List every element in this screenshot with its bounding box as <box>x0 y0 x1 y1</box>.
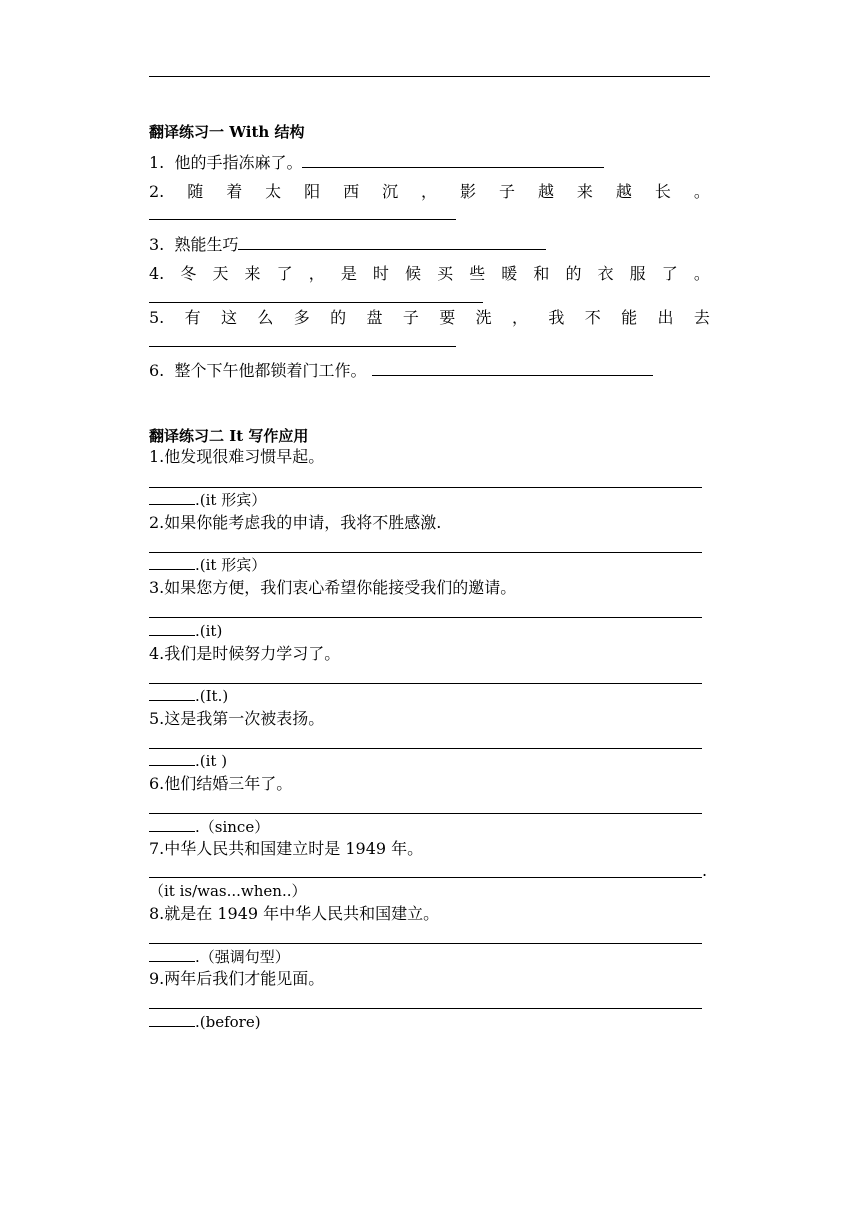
s2-hint-row <box>149 489 266 510</box>
s1-item-4 <box>149 264 710 284</box>
item-char: 西 <box>343 182 360 201</box>
item-char: 暖 <box>501 264 518 283</box>
s2-hint-row <box>149 946 290 967</box>
hint-text: .(It.) <box>195 687 229 705</box>
item-text: 整个下午他都锁着门工作。 <box>174 361 367 380</box>
hint-text: .(it) <box>195 622 223 640</box>
answer-blank[interactable] <box>238 234 546 250</box>
s1-item-2 <box>149 182 710 202</box>
item-char: 来 <box>244 264 261 283</box>
item-char: 。 <box>693 264 710 283</box>
item-number: 4. <box>149 264 165 283</box>
item-number: 3. <box>149 235 165 254</box>
answer-line[interactable] <box>149 617 702 618</box>
s2-prompt: 6.他们结婚三年了。 <box>149 774 293 793</box>
item-char: 长 <box>654 182 671 201</box>
item-char: 么 <box>257 308 274 327</box>
s1-item-5 <box>149 308 710 328</box>
item-char: 我 <box>548 308 565 327</box>
answer-line[interactable] <box>149 683 702 684</box>
hint-text: .(before) <box>195 1013 261 1031</box>
section1-heading: 翻译练习一 With 结构 <box>149 123 305 141</box>
item-char: 的 <box>565 264 582 283</box>
answer-blank[interactable] <box>149 685 195 701</box>
s1-item-1 <box>149 152 604 173</box>
item-char: 去 <box>693 308 710 327</box>
s1-item-3 <box>149 234 546 255</box>
answer-blank[interactable] <box>149 346 456 347</box>
item-char: 要 <box>439 308 456 327</box>
item-char: 多 <box>293 308 310 327</box>
item-char: 些 <box>469 264 486 283</box>
hint-text: .（强调句型） <box>195 948 290 966</box>
item-number: 1. <box>149 153 165 172</box>
item-char: 不 <box>584 308 601 327</box>
item-char: 沉 <box>382 182 399 201</box>
answer-line[interactable] <box>149 748 702 749</box>
item-char: 出 <box>657 308 674 327</box>
item-number: 2. <box>149 182 165 201</box>
item-char: 盘 <box>366 308 383 327</box>
answer-blank[interactable] <box>372 360 653 376</box>
item-char: 衣 <box>597 264 614 283</box>
item-text: 他的手指冻麻了。 <box>174 153 303 172</box>
item-char: 太 <box>265 182 282 201</box>
item-char: 越 <box>537 182 554 201</box>
item-char: 这 <box>221 308 238 327</box>
item-char: 来 <box>576 182 593 201</box>
item-char: 能 <box>621 308 638 327</box>
item-char: 阳 <box>304 182 321 201</box>
item-char: 的 <box>330 308 347 327</box>
hint-text: .(it 形宾） <box>195 556 267 574</box>
item-number: 6. <box>149 361 165 380</box>
item-char: 服 <box>629 264 646 283</box>
answer-blank[interactable] <box>149 302 483 303</box>
item-char: 时 <box>372 264 389 283</box>
s2-hint-row <box>149 1011 261 1032</box>
answer-line[interactable] <box>149 877 702 878</box>
item-char: 买 <box>437 264 454 283</box>
hint-text: .(it 形宾） <box>195 491 267 509</box>
item-text: 熟能生巧 <box>174 235 239 254</box>
s2-prompt: 8.就是在 1949 年中华人民共和国建立。 <box>149 904 440 923</box>
answer-blank[interactable] <box>149 816 195 832</box>
item-char: 候 <box>405 264 422 283</box>
hint-text: .(it ) <box>195 752 228 770</box>
item-char: ， <box>421 182 438 201</box>
item-char: ， <box>512 308 529 327</box>
answer-blank[interactable] <box>149 750 195 766</box>
s2-prompt: 9.两年后我们才能见面。 <box>149 969 325 988</box>
item-char: 子 <box>402 308 419 327</box>
answer-line[interactable] <box>149 487 702 488</box>
section2-heading: 翻译练习二 It 写作应用 <box>149 427 309 445</box>
item-char: 和 <box>533 264 550 283</box>
answer-line[interactable] <box>149 552 702 553</box>
s2-hint-row <box>149 620 222 641</box>
answer-blank[interactable] <box>149 489 195 505</box>
answer-blank[interactable] <box>149 554 195 570</box>
answer-blank[interactable] <box>149 1011 195 1027</box>
s2-hint-row <box>149 750 227 771</box>
s2-hint-row <box>149 816 269 837</box>
s2-prompt: 3.如果您方便，我们衷心希望你能接受我们的邀请。 <box>149 578 517 597</box>
item-char: 了 <box>661 264 678 283</box>
item-char: 越 <box>615 182 632 201</box>
s1-item-6 <box>149 360 653 381</box>
item-char: 着 <box>226 182 243 201</box>
item-char: 。 <box>693 182 710 201</box>
s2-prompt: 5.这是我第一次被表扬。 <box>149 709 325 728</box>
item-char: 随 <box>187 182 204 201</box>
item-char: ， <box>308 264 325 283</box>
item-char: 天 <box>212 264 229 283</box>
answer-blank[interactable] <box>149 946 195 962</box>
hint-text: （it is/was...when..） <box>149 882 307 900</box>
item-char: 子 <box>498 182 515 201</box>
s2-hint-row <box>149 685 228 706</box>
s2-prompt: 4.我们是时候努力学习了。 <box>149 644 341 663</box>
item-char: 了 <box>276 264 293 283</box>
item-char: 有 <box>184 308 201 327</box>
item-number: 5. <box>149 308 165 327</box>
item-char: 影 <box>460 182 477 201</box>
answer-line[interactable] <box>149 813 702 814</box>
item-char: 冬 <box>180 264 197 283</box>
item-char: 是 <box>340 264 357 283</box>
s2-prompt: 7.中华人民共和国建立时是 1949 年。 <box>149 839 424 858</box>
hint-text: .（since） <box>195 818 270 836</box>
s2-prompt: 2.如果你能考虑我的申请，我将不胜感激. <box>149 513 442 532</box>
answer-line[interactable] <box>149 1008 702 1009</box>
s2-prompt: 1.他发现很难习惯早起。 <box>149 447 325 466</box>
item-char: 洗 <box>475 308 492 327</box>
answer-blank[interactable] <box>149 219 456 220</box>
header-rule <box>149 76 710 77</box>
trailing-period: . <box>702 861 708 880</box>
answer-blank[interactable] <box>149 620 195 636</box>
answer-line[interactable] <box>149 943 702 944</box>
answer-blank[interactable] <box>302 152 604 168</box>
s2-hint-row <box>149 554 266 575</box>
